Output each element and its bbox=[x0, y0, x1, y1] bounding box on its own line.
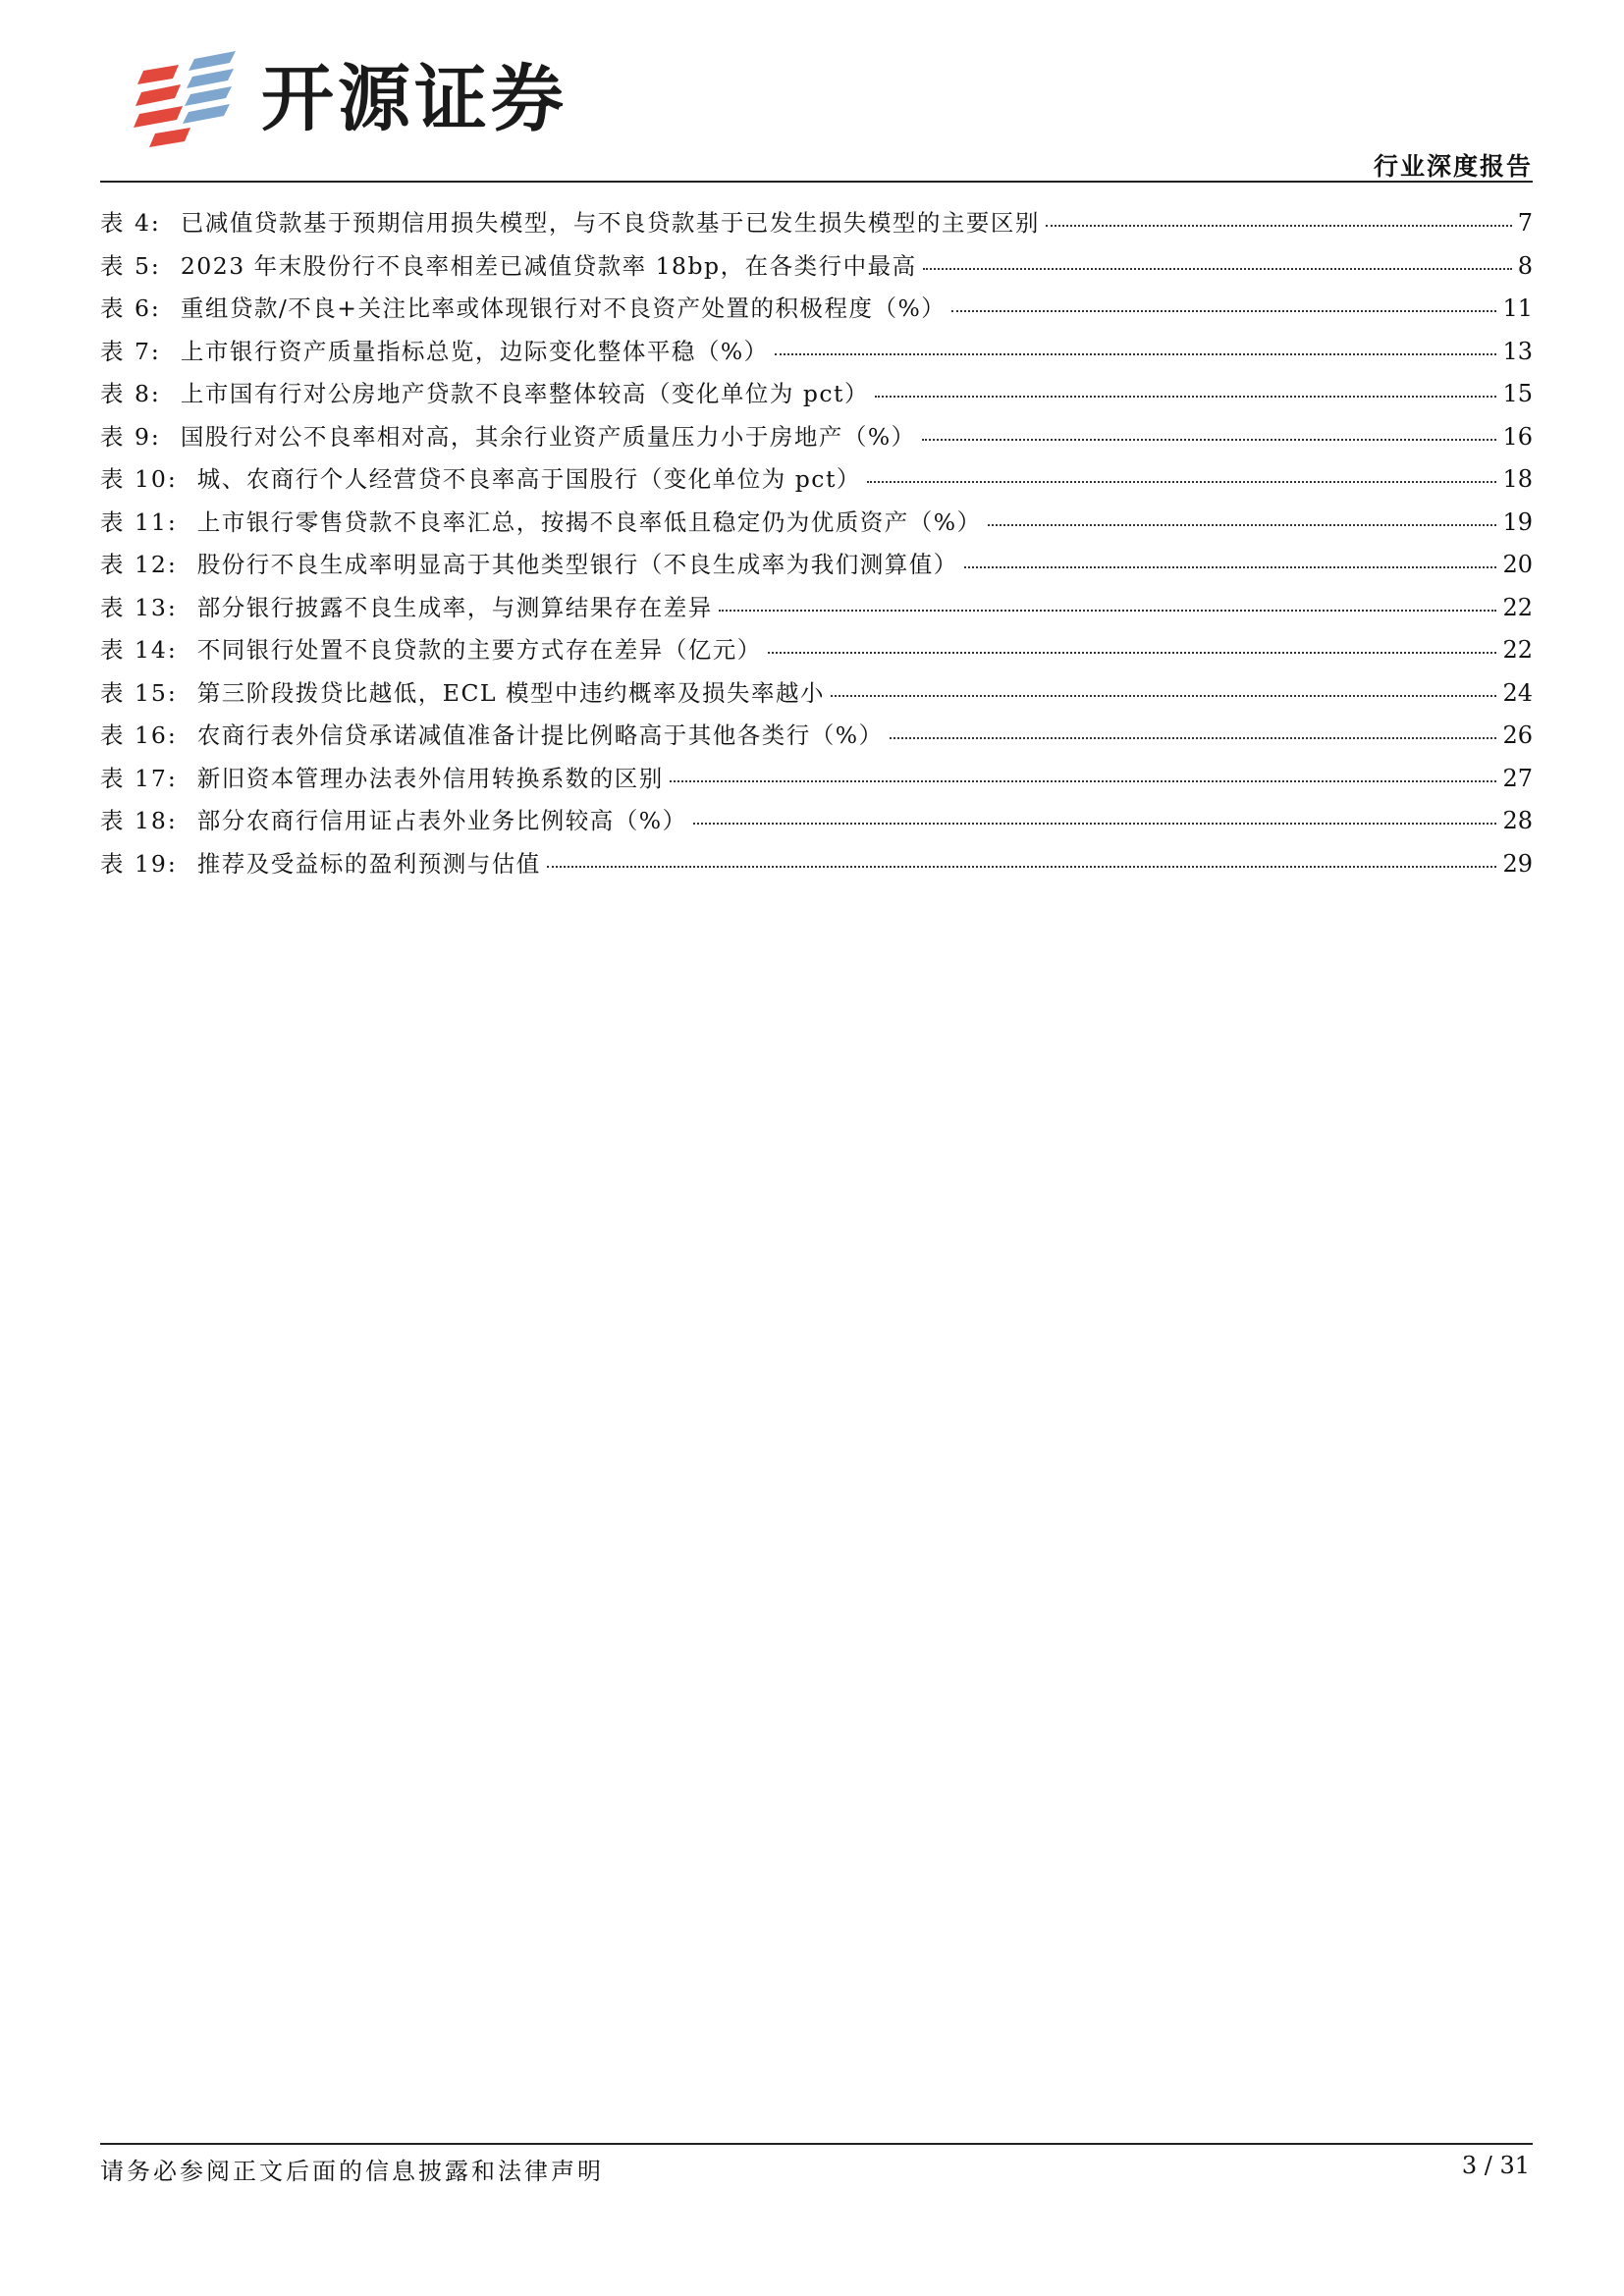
toc-title: 不同银行处置不良贷款的主要方式存在差异（亿元） bbox=[196, 636, 762, 664]
page-number: 3 / 31 bbox=[1461, 2152, 1530, 2179]
toc-label: 表 7: bbox=[100, 337, 161, 365]
footer-divider bbox=[100, 2143, 1533, 2145]
toc-label: 表 5: bbox=[100, 251, 161, 280]
toc-page: 11 bbox=[1502, 294, 1533, 322]
toc-label: 表 16: bbox=[100, 721, 178, 749]
toc-leader bbox=[867, 481, 1497, 483]
logo-text: 开源证券 bbox=[261, 57, 568, 141]
toc-title: 上市国有行对公房地产贷款不良率整体较高（变化单位为 pct） bbox=[180, 380, 869, 407]
toc-title: 上市银行零售贷款不良率汇总，按揭不良率低且稳定仍为优质资产（%） bbox=[196, 507, 982, 536]
toc-title: 农商行表外信贷承诺减值准备计提比例略高于其他各类行（%） bbox=[196, 721, 884, 749]
toc-leader bbox=[693, 823, 1497, 825]
table-of-tables bbox=[100, 204, 1533, 887]
toc-leader bbox=[875, 396, 1496, 398]
toc-item[interactable] bbox=[100, 418, 1533, 461]
toc-label: 表 8: bbox=[100, 380, 161, 407]
toc-title: 第三阶段拨贷比越低，ECL 模型中违约概率及损失率越小 bbox=[196, 678, 826, 707]
toc-label: 表 10: bbox=[100, 465, 178, 493]
toc-page: 18 bbox=[1502, 465, 1533, 493]
toc-label: 表 14: bbox=[100, 636, 178, 664]
toc-page: 29 bbox=[1502, 849, 1533, 878]
toc-title: 已减值贷款基于预期信用损失模型，与不良贷款基于已发生损失模型的主要区别 bbox=[180, 209, 1040, 237]
toc-title: 重组贷款/不良+关注比率或体现银行对不良资产处置的积极程度（%） bbox=[180, 294, 947, 322]
toc-leader bbox=[1046, 225, 1512, 227]
toc-leader bbox=[831, 695, 1496, 697]
toc-title: 上市银行资产质量指标总览，边际变化整体平稳（%） bbox=[180, 337, 769, 365]
toc-page: 7 bbox=[1517, 209, 1533, 237]
toc-title: 新旧资本管理办法表外信用转换系数的区别 bbox=[196, 764, 664, 792]
toc-title: 城、农商行个人经营贷不良率高于国股行（变化单位为 pct） bbox=[196, 465, 861, 493]
toc-item[interactable] bbox=[100, 247, 1533, 291]
toc-label: 表 19: bbox=[100, 849, 178, 878]
toc-leader bbox=[988, 524, 1497, 526]
toc-item[interactable] bbox=[100, 631, 1533, 674]
toc-page: 22 bbox=[1502, 593, 1533, 621]
company-logo bbox=[134, 51, 605, 149]
toc-item[interactable] bbox=[100, 333, 1533, 376]
toc-page: 27 bbox=[1502, 764, 1533, 792]
toc-leader bbox=[922, 439, 1497, 441]
toc-title: 2023 年末股份行不良率相差已减值贷款率 18bp，在各类行中最高 bbox=[180, 251, 917, 280]
toc-title: 部分银行披露不良生成率，与测算结果存在差异 bbox=[196, 593, 713, 621]
toc-item[interactable] bbox=[100, 589, 1533, 632]
toc-item[interactable] bbox=[100, 290, 1533, 333]
toc-page: 26 bbox=[1502, 721, 1533, 749]
toc-leader bbox=[547, 866, 1497, 868]
toc-title: 股份行不良生成率明显高于其他类型银行（不良生成率为我们测算值） bbox=[196, 551, 958, 578]
toc-title: 部分农商行信用证占表外业务比例较高（%） bbox=[196, 807, 687, 834]
toc-page: 8 bbox=[1517, 251, 1533, 280]
toc-page: 28 bbox=[1502, 807, 1533, 834]
toc-label: 表 6: bbox=[100, 294, 161, 322]
toc-label: 表 13: bbox=[100, 593, 178, 621]
toc-leader bbox=[775, 353, 1497, 355]
report-type-label: 行业深度报告 bbox=[1373, 152, 1533, 181]
toc-page: 15 bbox=[1502, 380, 1533, 407]
header-divider bbox=[100, 181, 1533, 183]
toc-leader bbox=[951, 310, 1496, 312]
toc-leader bbox=[890, 737, 1497, 739]
toc-page: 24 bbox=[1502, 678, 1533, 707]
toc-item[interactable] bbox=[100, 546, 1533, 589]
toc-item[interactable] bbox=[100, 760, 1533, 803]
toc-leader bbox=[670, 780, 1497, 782]
toc-leader bbox=[923, 268, 1512, 270]
toc-label: 表 9: bbox=[100, 422, 161, 451]
toc-leader bbox=[768, 652, 1497, 654]
toc-label: 表 18: bbox=[100, 807, 178, 834]
toc-label: 表 4: bbox=[100, 209, 161, 237]
toc-item[interactable] bbox=[100, 802, 1533, 845]
disclaimer-note: 请务必参阅正文后面的信息披露和法律声明 bbox=[100, 2158, 604, 2185]
toc-label: 表 11: bbox=[100, 507, 178, 536]
toc-label: 表 12: bbox=[100, 551, 178, 578]
toc-item[interactable] bbox=[100, 717, 1533, 760]
toc-leader bbox=[719, 610, 1497, 612]
toc-item[interactable] bbox=[100, 845, 1533, 888]
toc-title: 推荐及受益标的盈利预测与估值 bbox=[196, 849, 541, 878]
toc-item[interactable] bbox=[100, 460, 1533, 504]
toc-leader bbox=[964, 566, 1497, 568]
toc-page: 13 bbox=[1502, 337, 1533, 365]
toc-item[interactable] bbox=[100, 375, 1533, 418]
toc-label: 表 15: bbox=[100, 678, 178, 707]
toc-label: 表 17: bbox=[100, 764, 178, 792]
toc-item[interactable] bbox=[100, 504, 1533, 547]
toc-page: 20 bbox=[1502, 551, 1533, 578]
toc-title: 国股行对公不良率相对高，其余行业资产质量压力小于房地产（%） bbox=[180, 422, 916, 451]
logo-mark-icon bbox=[134, 51, 244, 149]
toc-item[interactable] bbox=[100, 204, 1533, 247]
toc-page: 19 bbox=[1502, 507, 1533, 536]
toc-page: 22 bbox=[1502, 636, 1533, 664]
toc-item[interactable] bbox=[100, 674, 1533, 718]
toc-page: 16 bbox=[1502, 422, 1533, 451]
